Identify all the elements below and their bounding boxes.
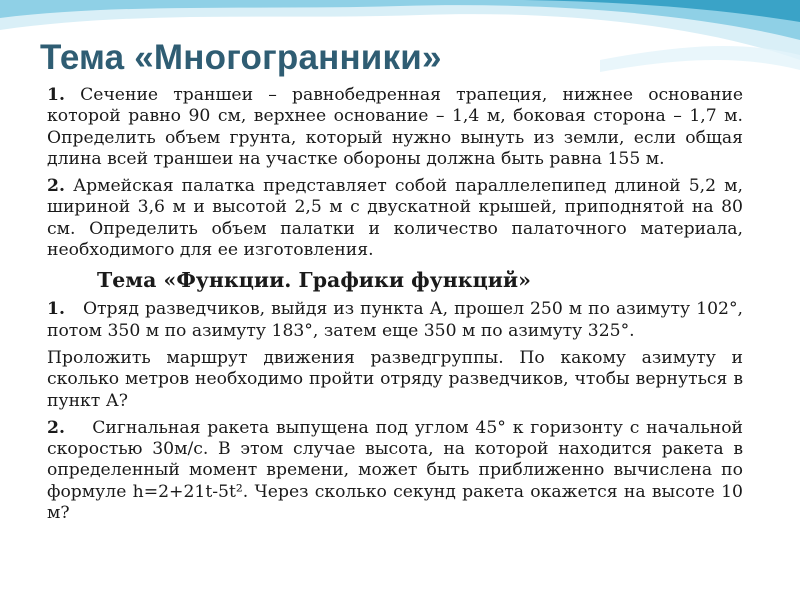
task-text: Сигнальная ракета выпущена под углом 45° к горизонту с начальной скоростью 30м/с. В этом случае высота, на которой находится ракета в определенный момент времени, может быть приближенно вычислена по формуле h=2+21t-5t². Через сколько секунд ракета окажется на высоте 10 м?: [47, 417, 743, 524]
task-number: 2.: [47, 417, 65, 438]
task-text: Армейская палатка представляет собой параллелепипед длиной 5,2 м, шириной 3,6 м и высотой 2,5 м с двускатной крышей, приподнятой на 80 см. Определить объем палатки и количество палаточного материала, необходимого для ее изготовления.: [47, 176, 743, 261]
task-number: 1.: [47, 299, 65, 320]
task-text: Отряд разведчиков, выйдя из пункта А, прошел 250 м по азимуту 102°, потом 350 м по азимуту 183°, затем еще 350 м по азимуту 325°.: [47, 299, 743, 341]
task-1-scouts: [47, 299, 743, 342]
task-2-rocket: [47, 418, 743, 524]
slide-content: [47, 85, 743, 530]
slide-title: Тема «Многогранники»: [40, 38, 442, 77]
section-subtitle: Тема «Функции. Графики функций»: [97, 268, 531, 293]
task-number: 1.: [47, 85, 65, 105]
task-2-tent: [47, 176, 743, 261]
task-text: Сечение траншеи – равнобедренная трапеция, нижнее основание которой равно 90 см, верхнее основание – 1,4 м, боковая сторона – 1,7 м. Определить объем грунта, который нужно вынуть из земли, если общая длина всей траншеи на участке обороны должна быть равна 155 м.: [47, 85, 743, 169]
task-number: 2.: [47, 176, 65, 197]
task-1-scouts-question: Проложить маршрут движения разведгруппы. По какому азимуту и сколько метров необходимо пройти отряду разведчиков, чтобы вернуться в пункт А?: [47, 347, 743, 411]
task-1-trench: [47, 85, 743, 170]
